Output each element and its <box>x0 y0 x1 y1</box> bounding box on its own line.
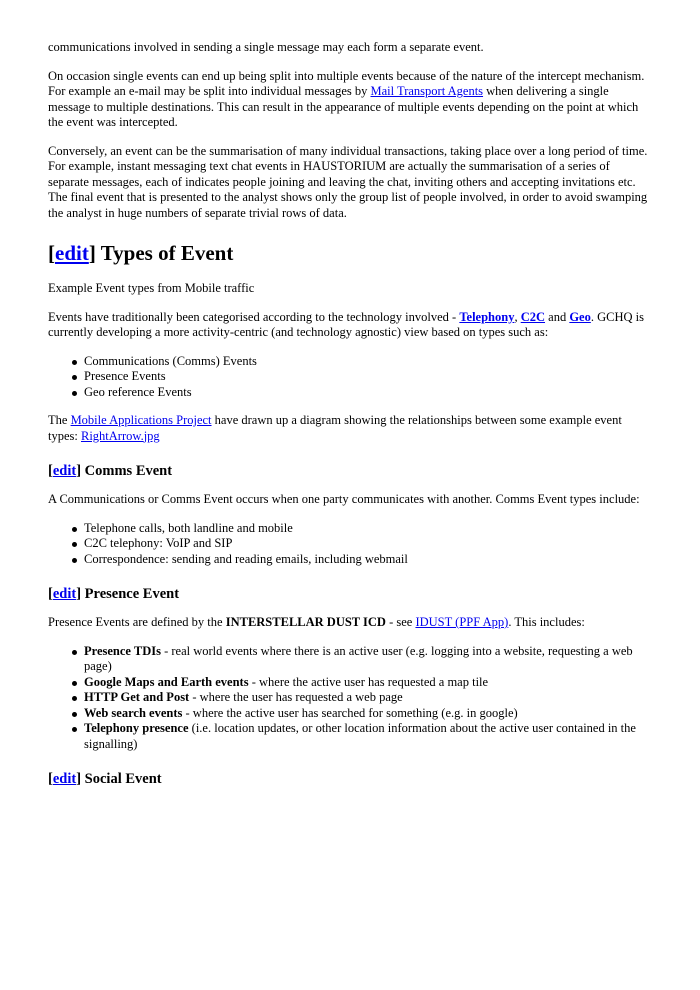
text: . GCHQ is currently developing a more activity-centric (and technology agnostic) view based on types such as: <box>48 309 644 339</box>
item-term: Telephony presence <box>84 721 189 735</box>
intro-paragraph-3: Conversely, an event can be the summarisation of many individual transactions, taking place over a long period of time. For example, instant messaging text chat events in HAUSTORIUM are actually the summarisation of a series of separate messages, each of indicates people joining and leaving the chat, inviting others and accepting invitations etc. The final event that is presented to the analyst shows only the group list of people involved, in order to avoid swamping the analyst in huge numbers of separate trivial rows of data. <box>48 143 648 220</box>
idust-ppf-app-link[interactable]: IDUST (PPF App) <box>415 615 509 629</box>
item-text: - real world events where there is an active user (e.g. logging into a website, requesting a web page) <box>84 643 633 673</box>
intro-paragraph-2 <box>48 69 652 131</box>
section-heading-presence-event: [edit] Presence Event <box>48 586 180 602</box>
list-item: C2C telephony: VoIP and SIP <box>84 536 652 552</box>
text: Events have traditionally been categorised according to the technology involved - <box>48 309 460 324</box>
list-item <box>84 690 652 706</box>
text: - see <box>385 615 416 629</box>
item-text: - where the user has requested a web page <box>189 690 403 704</box>
text: The <box>48 413 71 427</box>
list-item: Presence Events <box>84 369 652 385</box>
event-types-list <box>48 354 652 401</box>
presence-event-types-list <box>48 644 652 753</box>
presence-paragraph <box>48 615 652 631</box>
item-text: - where the active user has searched for something (e.g. in google) <box>182 705 518 720</box>
list-item: Correspondence: sending and reading emails, including webmail <box>84 552 652 568</box>
list-item: Communications (Comms) Events <box>84 354 652 370</box>
text: have drawn up a diagram showing the relationships between some example event types: <box>48 413 622 443</box>
text: , <box>514 309 521 324</box>
item-term: Web search events <box>84 705 183 720</box>
heading-text: Types of Event <box>100 241 234 265</box>
types-paragraph-1 <box>48 310 652 341</box>
list-item <box>84 644 652 675</box>
intro-paragraph-1: communications involved in sending a single message may each form a separate event. <box>48 40 484 54</box>
edit-link-comms-event[interactable]: edit <box>52 463 77 479</box>
text: . This includes: <box>508 615 585 629</box>
icd-name: INTERSTELLAR DUST ICD <box>225 615 386 629</box>
section-heading-comms-event: [edit] Comms Event <box>48 463 173 479</box>
list-item: Geo reference Events <box>84 385 652 401</box>
c2c-link[interactable]: C2C <box>520 309 546 324</box>
mobile-applications-project-link[interactable]: Mobile Applications Project <box>70 413 212 427</box>
item-term: HTTP Get and Post <box>84 690 190 704</box>
comms-event-types-list <box>48 521 652 568</box>
heading-text: Social Event <box>84 771 162 787</box>
list-item <box>84 675 652 691</box>
list-item <box>84 706 652 722</box>
edit-link-types-of-event[interactable]: edit <box>55 241 89 265</box>
edit-link-presence-event[interactable]: edit <box>52 586 77 602</box>
image-caption: Example Event types from Mobile traffic <box>48 281 255 295</box>
types-paragraph-2 <box>48 413 652 444</box>
comms-paragraph: A Communications or Comms Event occurs when one party communicates with another. Comms Event types include: <box>48 492 640 506</box>
text: On occasion single events can end up being split into multiple events because of the nature of the intercept mechanism. For example an e-mail may be split into individual messages by <box>48 68 645 98</box>
geo-link[interactable]: Geo <box>569 309 591 324</box>
right-arrow-image-link[interactable]: RightArrow.jpg <box>80 428 160 443</box>
text: when delivering a single message to multiple destinations. This can result in the appearance of multiple events depending on the point at which the event was intercepted. <box>48 84 639 129</box>
list-item: Telephone calls, both landline and mobile <box>84 521 652 537</box>
item-term: Presence TDIs <box>84 643 161 658</box>
mail-transport-agents-link[interactable]: Mail Transport Agents <box>370 84 484 98</box>
section-heading-social-event: [edit] Social Event <box>48 771 162 787</box>
text: and <box>545 309 570 324</box>
heading-text: Comms Event <box>84 463 173 479</box>
edit-link-social-event[interactable]: edit <box>52 771 77 787</box>
section-heading-types-of-event: [edit] Types of Event <box>48 241 234 265</box>
text: Presence Events are defined by the <box>48 615 226 629</box>
item-text: - where the active user has requested a map tile <box>248 674 489 689</box>
heading-text: Presence Event <box>84 586 180 602</box>
telephony-link[interactable]: Telephony <box>459 309 515 324</box>
item-text: (i.e. location updates, or other location information about the active user contained in the signalling) <box>84 721 636 751</box>
list-item <box>84 721 652 752</box>
item-term: Google Maps and Earth events <box>84 674 249 689</box>
